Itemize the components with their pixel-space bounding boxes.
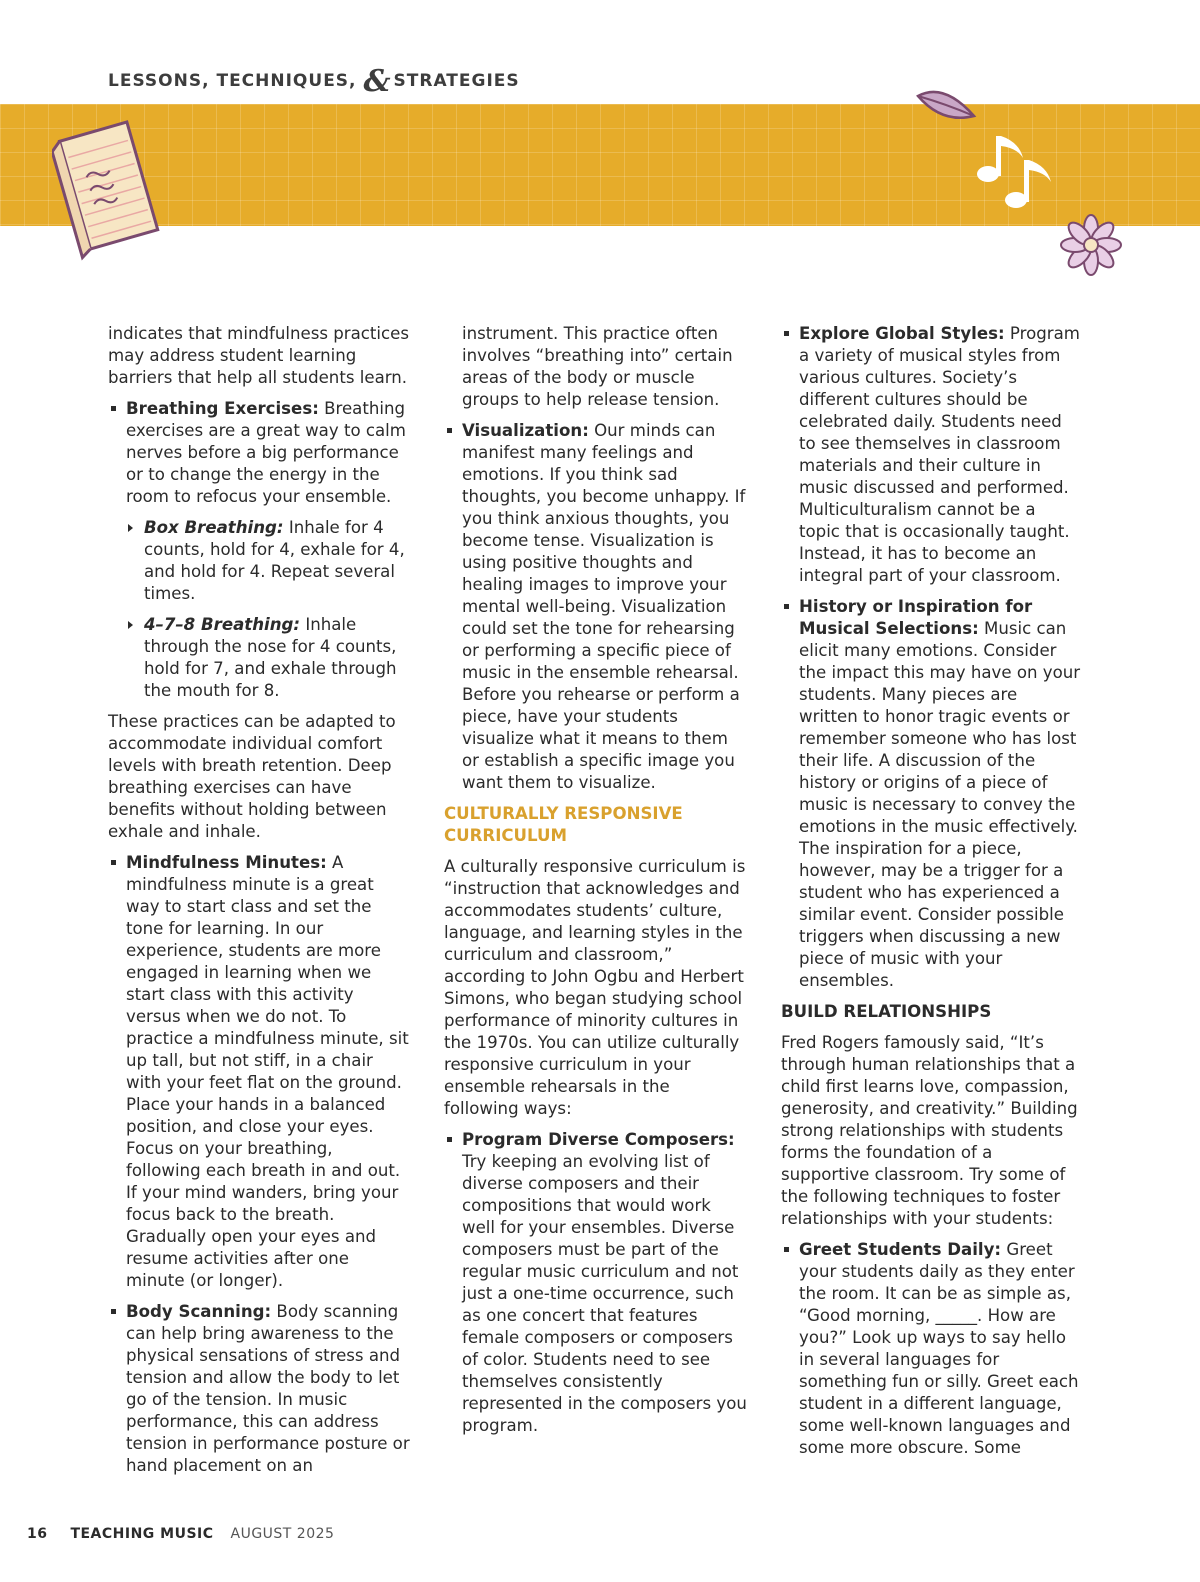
item-title: Explore Global Styles: [799, 324, 1005, 343]
item-text: A mindfulness minute is a great way to start class and set the tone for learning. In our experience, students are more engaged in learning when we start class with this activity versus when we do not. To practice a mindfulness minute, sit up tall, but not stiff, in a chair with your feet flat on the ground. Place your hands in a balanced position, and close your eyes. Focus on your breathing, following each breath in and out. If your mind wanders, bring your focus back to the breath. Gradually open your eyes and resume activities after one minute (or longer). [126, 853, 409, 1290]
column-2 [444, 323, 749, 1446]
list-item [108, 398, 410, 508]
column-1 [108, 323, 410, 1486]
bullet-list [108, 852, 410, 1477]
music-notes-icon [968, 130, 1058, 214]
item-text: Body scanning can help bring awareness to the physical sensations of stress and tension and allow the body to let go of the tension. In music performance, this can address tension in performance posture or hand placement on an [126, 1302, 410, 1475]
bullet-list [781, 323, 1081, 992]
body-paragraph: These practices can be adapted to accommodate individual comfort levels with breath retention. Deep breathing exercises can have benefits without holding between exhale and inhale. [108, 712, 396, 841]
item-text: Our minds can manifest many feelings and emotions. If you think sad thoughts, you become unhappy. If you think anxious thoughts, you become tense. Visualization is using positive thoughts and healing images to improve your mental well-being. Visualization could set the tone for rehearsing or performing a specific piece of music in the ensemble rehearsal. Before you rehearse or perform a piece, have your students visualize what it means to them or establish a specific image you want them to visualize. [462, 421, 746, 792]
item-text: Breathing exercises are a great way to calm nerves before a big performance or to change the energy in the room to refocus your ensemble. [126, 399, 406, 506]
intro-paragraph: indicates that mindfulness practices may address student learning barriers that help all students learn. [108, 324, 409, 387]
sub-list-item [126, 614, 410, 702]
continued-paragraph: instrument. This practice often involves “breathing into” certain areas of the body or muscle groups to help release tension. [462, 324, 733, 409]
item-title: Breathing Exercises: [126, 399, 319, 418]
body-paragraph: A culturally responsive curriculum is “instruction that acknowledges and accommodates students’ culture, language, and learning styles in the curriculum and classroom,” according to John Ogbu and Herbert Simons, who began studying school performance of minority cultures in the 1970s. You can utilize culturally responsive curriculum in your ensemble rehearsals in the following ways: [444, 857, 746, 1118]
list-item [444, 420, 749, 794]
section-heading: CULTURALLY RESPONSIVE CURRICULUM [444, 804, 683, 845]
body-paragraph: Fred Rogers famously said, “It’s through human relationships that a child first learns love, compassion, generosity, and creativity.” Building strong relationships with students forms the foundation of a supportive classroom. Try some of the following techniques to foster relationships with your students: [781, 1033, 1078, 1228]
section-heading: BUILD RELATIONSHIPS [781, 1002, 992, 1021]
item-title: Box Breathing: [144, 518, 284, 537]
bullet-list [781, 1239, 1081, 1459]
item-text: Inhale through the nose for 4 counts, hold for 7, and exhale through the mouth for 8. [144, 615, 397, 700]
item-text: Try keeping an evolving list of diverse composers and their compositions that would work well for your ensembles. Diverse composers must be part of the regular music curriculum and not just a one-time occurrence, such as one concert that features female composers or composers of color. Students need to see themselves consistently represented in the composers you program. [462, 1152, 747, 1435]
item-text: Inhale for 4 counts, hold for 4, exhale for 4, and hold for 4. Repeat several times. [144, 518, 405, 603]
ampersand: & [363, 64, 392, 99]
bullet-list [444, 420, 749, 794]
list-item [108, 852, 410, 1292]
sub-bullet-list [108, 517, 410, 702]
section-label: LESSONS, TECHNIQUES, & STRATEGIES [108, 64, 520, 99]
item-text: Music can elicit many emotions. Consider the impact this may have on your students. Many pieces are written to honor tragic events or remember someone who has lost their life. A discussion of the history or origins of a piece of music is necessary to convey the emotions in the music effectively. The inspiration for a piece, however, may be a trigger for a student who has experienced a similar event. Consider possible triggers when discussing a new piece of music with your ensembles. [799, 619, 1081, 990]
list-item [781, 323, 1081, 587]
list-item [781, 596, 1081, 992]
list-item [108, 1301, 410, 1477]
bullet-list [444, 1129, 749, 1437]
item-title: 4–7–8 Breathing: [144, 615, 301, 634]
flower-icon [1058, 212, 1124, 278]
item-title: Program Diverse Composers: [462, 1130, 735, 1149]
item-title: Visualization: [462, 421, 589, 440]
column-3 [781, 323, 1081, 1468]
issue-date: AUGUST 2025 [230, 1526, 335, 1542]
item-title: Body Scanning: [126, 1302, 272, 1321]
sub-list-item [126, 517, 410, 605]
page-footer [27, 1526, 334, 1542]
item-text: Greet your students daily as they enter the room. It can be as simple as, “Good morning, _____. How are you?” Look up ways to say hello in several languages for something fun or silly. Greet each student in a different language, some well-known languages and some more obscure. Some [799, 1240, 1079, 1457]
item-text: Program a variety of musical styles from various cultures. Society’s different cultures should be celebrated daily. Students need to see themselves in classroom materials and their culture in music discussed and performed. Multiculturalism cannot be a topic that is occasionally taught. Instead, it has to become an integral part of your classroom. [799, 324, 1080, 585]
page-number: 16 [27, 1526, 48, 1542]
notebook-icon [52, 112, 162, 262]
list-item [444, 1129, 749, 1437]
item-title: Greet Students Daily: [799, 1240, 1002, 1259]
item-title: History or Inspiration for Musical Selections: [799, 597, 1033, 638]
magazine-name: TEACHING MUSIC [70, 1526, 214, 1542]
item-title: Mindfulness Minutes: [126, 853, 327, 872]
list-item [781, 1239, 1081, 1459]
bullet-list [108, 398, 410, 508]
leaf-icon [914, 86, 978, 126]
